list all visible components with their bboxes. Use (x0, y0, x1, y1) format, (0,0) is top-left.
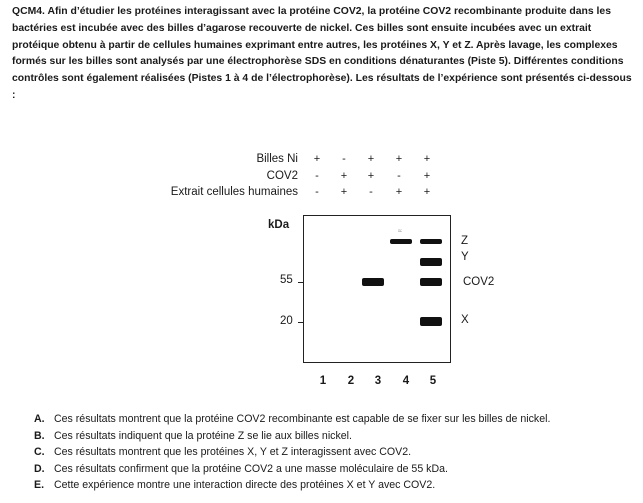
condition-sign: - (369, 186, 373, 198)
answer-text: Ces résultats indiquent que la protéine Z se lie aux billes nickel. (54, 429, 352, 442)
condition-label: Billes Ni (256, 153, 298, 165)
pen-smudge: ≈ (397, 227, 403, 236)
answer-option-d[interactable] (34, 461, 634, 478)
condition-sign: - (315, 186, 319, 198)
lane-number: 4 (402, 375, 410, 387)
condition-sign: + (367, 153, 375, 165)
answer-text: Ces résultats montrent que les protéines X, Y et Z interagissent avec COV2. (54, 446, 412, 459)
bleed-through-texture (14, 220, 234, 370)
gel-unit-label: kDa (268, 219, 290, 231)
lane-number: 1 (319, 375, 327, 387)
band-label-z: Z (461, 235, 469, 247)
condition-label: COV2 (266, 170, 298, 182)
answer-text: Ces résultats montrent que la protéine COV2 recombinante est capable de se fixer sur les billes de nickel. (54, 413, 551, 425)
answer-option-e[interactable] (34, 477, 634, 494)
answer-option-c[interactable] (34, 444, 634, 461)
condition-sign: + (423, 170, 431, 182)
marker-20: 20 (280, 315, 293, 327)
answer-option-a[interactable] (34, 411, 634, 428)
answer-letter: D. (34, 462, 45, 475)
condition-sign: + (395, 153, 403, 165)
question-text (12, 4, 632, 105)
band-lane3-cov2 (362, 278, 384, 286)
condition-label: Extrait cellules humaines (170, 186, 298, 198)
gel-box (303, 215, 451, 363)
band-label-y: Y (461, 251, 469, 263)
condition-sign: + (423, 186, 431, 198)
answer-letter: C. (34, 446, 45, 459)
bleed-through-texture (14, 100, 624, 140)
condition-sign: - (342, 153, 346, 165)
lane-number: 2 (347, 375, 355, 387)
condition-sign: - (315, 170, 319, 182)
condition-row-billes-ni (100, 153, 298, 169)
answer-text: Cette expérience montre une interaction directe des protéines X et Y avec COV2. (54, 479, 436, 492)
condition-sign: - (397, 170, 401, 182)
bleed-through-texture (470, 200, 640, 320)
answer-option-b[interactable] (34, 428, 634, 445)
lane-number: 3 (374, 375, 382, 387)
condition-sign: + (313, 153, 321, 165)
question-body: Afin d’étudier les protéines interagissant avec la protéine COV2, la protéine COV2 recombinante produite dans les bactéries est incubée avec des billes d’agarose recouverte de nickel. Ces billes sont ensuite incubées avec un extrait protéique obtenu à partir de cellules humaines exprimant entre autres, les protéines X, Y et Z. Après lavage, les complexes formés sur les billes sont analysés par une électrophorèse SDS en conditions dénaturantes (Piste 5). Différentes conditions contrôles sont également réalisées (Pistes 1 à 4 de l’électrophorèse). Les résultats de l’expérience sont présentés ci-dessous : (12, 6, 632, 101)
condition-row-cov2 (100, 170, 298, 186)
condition-row-extrait (100, 186, 298, 202)
lane-number: 5 (429, 375, 437, 387)
band-label-cov2: COV2 (463, 276, 495, 288)
condition-sign: + (395, 186, 403, 198)
marker-55: 55 (280, 274, 293, 286)
band-lane5-cov2 (420, 278, 442, 286)
condition-sign: + (340, 170, 348, 182)
answer-text: Ces résultats confirment que la protéine COV2 a une masse moléculaire de 55 kDa. (54, 462, 448, 475)
answer-letter: E. (34, 479, 45, 492)
band-lane5-y (420, 258, 442, 266)
question-id: QCM4. (12, 6, 45, 17)
answer-letter: B. (34, 429, 45, 442)
condition-sign: + (340, 186, 348, 198)
band-lane5-z (420, 239, 442, 244)
answer-list (34, 411, 634, 494)
condition-sign: + (367, 170, 375, 182)
band-label-x: X (461, 314, 469, 326)
band-lane4-z (390, 239, 412, 244)
band-lane5-x (420, 317, 442, 326)
condition-sign: + (423, 153, 431, 165)
answer-letter: A. (34, 413, 45, 425)
